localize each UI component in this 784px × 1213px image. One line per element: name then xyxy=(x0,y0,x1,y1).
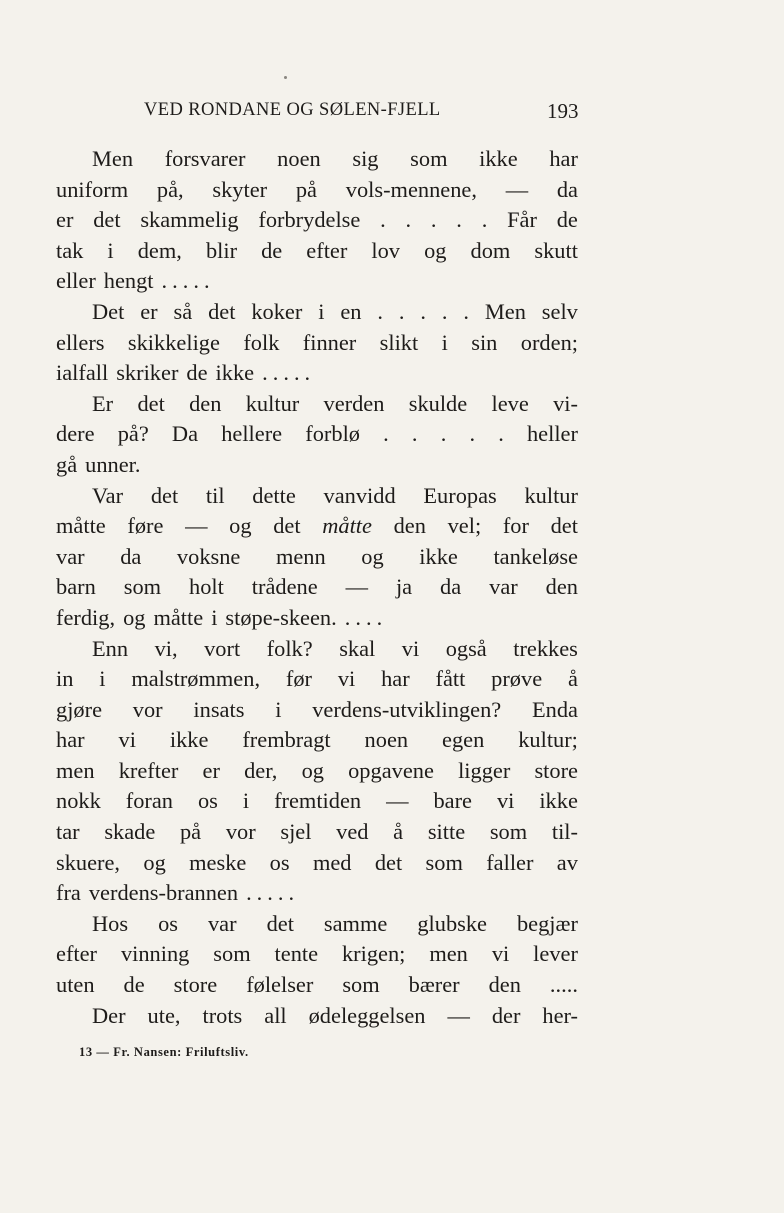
word: av xyxy=(556,849,578,875)
word: fra xyxy=(56,880,81,906)
word: . xyxy=(383,421,389,447)
word: føre xyxy=(127,513,164,539)
word: til xyxy=(205,482,225,508)
word: de xyxy=(556,207,578,233)
text-line xyxy=(56,878,578,909)
word: og xyxy=(229,513,252,539)
word: . xyxy=(481,207,488,233)
text-line xyxy=(56,664,578,695)
text-line xyxy=(56,1001,578,1032)
text-line xyxy=(56,419,578,450)
word: måtte xyxy=(322,513,372,539)
word: vort xyxy=(204,635,241,661)
word: den xyxy=(393,513,426,539)
word: der xyxy=(491,1002,521,1028)
word: in xyxy=(56,666,74,692)
word: . xyxy=(441,298,448,324)
word: fremtiden xyxy=(274,788,362,814)
word: dem, xyxy=(137,237,182,263)
text-line xyxy=(56,205,578,236)
word: det xyxy=(93,207,121,233)
word: . xyxy=(398,298,405,324)
word: hengt xyxy=(103,268,154,294)
word: forbrydelse xyxy=(258,207,361,233)
word: . xyxy=(405,207,412,233)
word: skriker xyxy=(116,360,179,386)
word: ferdig, xyxy=(56,604,116,630)
word: ved xyxy=(336,819,369,845)
word: malstrømmen, xyxy=(131,666,261,692)
word: skammelig xyxy=(140,207,239,233)
word: i xyxy=(318,298,325,324)
word: å xyxy=(567,666,578,692)
word: gå xyxy=(56,451,78,477)
word: sin xyxy=(471,329,498,355)
word: vi- xyxy=(553,390,578,416)
word: store xyxy=(173,972,218,998)
word: Men xyxy=(92,146,134,171)
word: dom xyxy=(470,237,511,263)
word: unner. xyxy=(85,451,141,477)
word: var xyxy=(56,543,85,569)
word: ikke xyxy=(215,360,255,386)
word: så xyxy=(173,298,193,324)
text-line xyxy=(56,695,578,726)
word: det xyxy=(273,513,301,539)
word: leve xyxy=(491,390,529,416)
word: lever xyxy=(533,941,578,967)
word: . xyxy=(193,268,199,294)
word: tak xyxy=(56,237,84,263)
text-line xyxy=(56,144,578,175)
word: og xyxy=(301,757,324,783)
text-line xyxy=(56,786,578,817)
word: ligger xyxy=(458,757,511,783)
word: kultur; xyxy=(518,727,578,753)
word: ikke xyxy=(169,727,209,753)
word: . xyxy=(288,880,295,906)
word: Da xyxy=(171,421,199,447)
word: prøve xyxy=(491,666,543,692)
word: . xyxy=(377,298,383,324)
word: frembragt xyxy=(242,727,331,753)
word: . xyxy=(469,421,476,447)
word: den xyxy=(488,972,521,998)
word: . xyxy=(344,604,351,630)
word: det xyxy=(137,390,165,416)
word: kultur xyxy=(245,390,300,416)
word: i xyxy=(441,329,448,355)
text-line xyxy=(56,725,578,756)
word: . xyxy=(203,268,210,294)
word: foran xyxy=(125,788,173,814)
word: var xyxy=(207,910,237,936)
word: selv xyxy=(541,298,578,324)
word: skutt xyxy=(534,237,578,263)
word: vinning xyxy=(120,941,190,967)
word: også xyxy=(445,635,487,661)
word: os xyxy=(197,788,218,814)
text-line xyxy=(56,572,578,603)
word: . xyxy=(262,360,268,386)
word: på xyxy=(179,819,202,845)
word: krefter xyxy=(118,757,179,783)
word: på, xyxy=(156,176,184,202)
word: krigen; xyxy=(341,941,406,967)
word: trekkes xyxy=(513,635,578,661)
word: vor xyxy=(132,696,163,722)
word: har xyxy=(381,666,410,692)
word: de xyxy=(123,972,145,998)
word: glubske xyxy=(417,910,487,936)
text-line xyxy=(56,481,578,512)
word: kultur xyxy=(524,482,578,508)
word: blir xyxy=(205,237,238,263)
word: voksne xyxy=(176,543,241,569)
word: dette xyxy=(252,482,296,508)
word: . xyxy=(272,360,279,386)
word: som xyxy=(410,146,448,171)
text-line xyxy=(56,542,578,573)
word: store xyxy=(534,757,578,783)
word: tar xyxy=(56,819,80,845)
word: på xyxy=(295,176,317,202)
word: . xyxy=(304,360,311,386)
word: verdens-utviklingen? xyxy=(312,696,502,722)
word: bare xyxy=(433,788,472,814)
text-line xyxy=(56,970,578,1001)
footer-signature: 13 — Fr. Nansen: Friluftsliv. xyxy=(79,1045,249,1059)
word: forblø xyxy=(305,421,360,447)
word: uniform xyxy=(56,176,129,202)
word: meske xyxy=(189,849,247,875)
word: vi, xyxy=(154,635,178,661)
word: før xyxy=(285,666,312,692)
word: da xyxy=(120,543,142,569)
word: eller xyxy=(56,268,96,294)
body-text xyxy=(56,144,578,1031)
word: men xyxy=(56,757,95,783)
word: opgavene xyxy=(348,757,434,783)
word: å xyxy=(393,819,404,845)
word: noen xyxy=(277,146,321,171)
word: og xyxy=(361,543,384,569)
word: var xyxy=(489,574,518,600)
word: Er xyxy=(92,390,114,416)
word: verden xyxy=(323,390,385,416)
word: ikke xyxy=(419,543,458,569)
word: skal xyxy=(339,635,376,661)
word: som xyxy=(342,972,380,998)
word: orden; xyxy=(520,329,578,355)
text-line xyxy=(56,328,578,359)
word: Får xyxy=(507,207,537,233)
text-line xyxy=(56,756,578,787)
word: folk? xyxy=(266,635,313,661)
word: vor xyxy=(225,819,256,845)
word: på? xyxy=(117,421,149,447)
print-speck xyxy=(284,76,287,79)
word: slikt xyxy=(379,329,419,355)
word: verdens-brannen xyxy=(88,880,239,906)
word: Der xyxy=(92,1002,126,1028)
word: — xyxy=(185,513,208,539)
word: fått xyxy=(435,666,466,692)
word: måtte xyxy=(56,513,106,539)
word: vi xyxy=(118,727,136,753)
word: det xyxy=(208,298,236,324)
word: det xyxy=(550,513,578,539)
word: og xyxy=(123,604,146,630)
word: vi xyxy=(401,635,420,661)
word: nokk xyxy=(56,788,101,814)
word: og xyxy=(424,237,447,263)
word: . xyxy=(498,421,504,447)
word: efter xyxy=(306,237,348,263)
word: i xyxy=(242,788,250,814)
word: i xyxy=(99,666,106,692)
word: Enda xyxy=(531,696,578,722)
word: skikkelige xyxy=(127,329,220,355)
word: menn xyxy=(275,543,326,569)
word: barn xyxy=(56,574,96,600)
word: tente xyxy=(274,941,319,967)
word: Hos xyxy=(92,910,129,936)
word: skade xyxy=(104,819,156,845)
word: . xyxy=(456,207,462,233)
word: — xyxy=(505,176,529,202)
text-line xyxy=(56,266,578,297)
word: vanvidd xyxy=(323,482,396,508)
word: der, xyxy=(244,757,278,783)
text-line xyxy=(56,358,578,389)
word: har xyxy=(56,727,85,753)
word: skyter xyxy=(212,176,268,202)
word: Det xyxy=(92,298,125,324)
text-line xyxy=(56,175,578,206)
word: ikke xyxy=(539,788,578,814)
word: ellers xyxy=(56,329,105,355)
word: . xyxy=(420,298,426,324)
word: faller xyxy=(486,849,534,875)
word: i xyxy=(107,237,114,263)
word: . xyxy=(172,268,178,294)
word: i xyxy=(211,604,218,630)
word: som xyxy=(123,574,162,600)
word: — xyxy=(345,574,368,600)
word: som xyxy=(213,941,251,967)
word: — xyxy=(447,1002,470,1028)
word: støpe-skeen. xyxy=(225,604,337,630)
word: Europas xyxy=(423,482,497,508)
word: trådene xyxy=(251,574,318,600)
text-line xyxy=(56,511,578,542)
text-line xyxy=(56,389,578,420)
word: det xyxy=(150,482,179,508)
word: . xyxy=(283,360,289,386)
text-line xyxy=(56,297,578,328)
word: . xyxy=(463,298,469,324)
word: er xyxy=(202,757,220,783)
word: har xyxy=(549,146,578,171)
word: da xyxy=(440,574,462,600)
word: men xyxy=(429,941,468,967)
text-line xyxy=(56,909,578,940)
word: os xyxy=(158,910,178,936)
word: os xyxy=(269,849,290,875)
word: sig xyxy=(352,146,379,171)
word: og xyxy=(143,849,166,875)
word: vel; xyxy=(447,513,482,539)
text-line xyxy=(56,603,578,634)
word: begjær xyxy=(516,910,578,936)
word: heller xyxy=(526,421,578,447)
word: er xyxy=(56,207,74,233)
word: ..... xyxy=(549,972,578,998)
word: . xyxy=(440,421,447,447)
word: lov xyxy=(371,237,400,263)
text-line xyxy=(56,634,578,665)
word: tankeløse xyxy=(493,543,578,569)
word: en xyxy=(340,298,362,324)
word: forsvarer xyxy=(164,146,246,171)
text-line xyxy=(56,450,578,481)
word: til- xyxy=(551,819,578,845)
word: skulde xyxy=(408,390,468,416)
word: skuere, xyxy=(56,849,121,875)
word: gjøre xyxy=(56,696,103,722)
word: . xyxy=(267,880,273,906)
word: . xyxy=(411,421,418,447)
word: som xyxy=(425,849,463,875)
word: for xyxy=(502,513,529,539)
word: . xyxy=(355,604,361,630)
word: den xyxy=(189,390,222,416)
word: Var xyxy=(92,482,124,508)
word: de xyxy=(186,360,208,386)
word: sjel xyxy=(280,819,312,845)
word: noen xyxy=(364,727,409,753)
word: vi xyxy=(491,941,510,967)
word: . xyxy=(430,207,437,233)
word: . xyxy=(246,880,252,906)
word: uten xyxy=(56,972,95,998)
word: sitte xyxy=(427,819,466,845)
word: da xyxy=(556,176,578,202)
word: koker xyxy=(251,298,303,324)
page-number: 193 xyxy=(547,99,579,123)
word: følelser xyxy=(246,972,314,998)
text-line xyxy=(56,939,578,970)
word: trots xyxy=(202,1002,243,1028)
word: . xyxy=(277,880,284,906)
word: måtte xyxy=(153,604,204,630)
word: de xyxy=(261,237,283,263)
word: ute, xyxy=(147,1002,181,1028)
word: . xyxy=(380,207,386,233)
word: den xyxy=(545,574,578,600)
word: . xyxy=(293,360,300,386)
word: . xyxy=(182,268,189,294)
word: vols-mennene, xyxy=(345,176,477,202)
text-line xyxy=(56,817,578,848)
word: . xyxy=(365,604,372,630)
word: . xyxy=(256,880,263,906)
word: egen xyxy=(442,727,485,753)
word: som xyxy=(489,819,528,845)
text-line xyxy=(56,848,578,879)
word: Men xyxy=(484,298,526,324)
word: dere xyxy=(56,421,95,447)
word: hellere xyxy=(221,421,283,447)
word: her- xyxy=(542,1002,578,1028)
word: ikke xyxy=(479,146,518,171)
word: finner xyxy=(302,329,357,355)
word: vi xyxy=(337,666,356,692)
word: det xyxy=(266,910,294,936)
word: ialfall xyxy=(56,360,109,386)
word: er xyxy=(140,298,158,324)
word: bærer xyxy=(408,972,460,998)
text-line xyxy=(56,236,578,267)
word: — xyxy=(386,788,409,814)
word: folk xyxy=(243,329,280,355)
word: . xyxy=(161,268,168,294)
word: ja xyxy=(395,574,413,600)
word: efter xyxy=(56,941,98,967)
word: Enn xyxy=(92,635,129,661)
word: all xyxy=(264,1002,287,1028)
word: ødeleggelsen xyxy=(308,1002,426,1028)
word: i xyxy=(275,696,282,722)
word: holt xyxy=(189,574,224,600)
word: samme xyxy=(323,910,388,936)
word: insats xyxy=(193,696,245,722)
word: med xyxy=(312,849,352,875)
word: det xyxy=(374,849,403,875)
word: vi xyxy=(496,788,515,814)
word: . xyxy=(376,604,383,630)
running-title: VED RONDANE OG SØLEN-FJELL xyxy=(144,100,441,120)
